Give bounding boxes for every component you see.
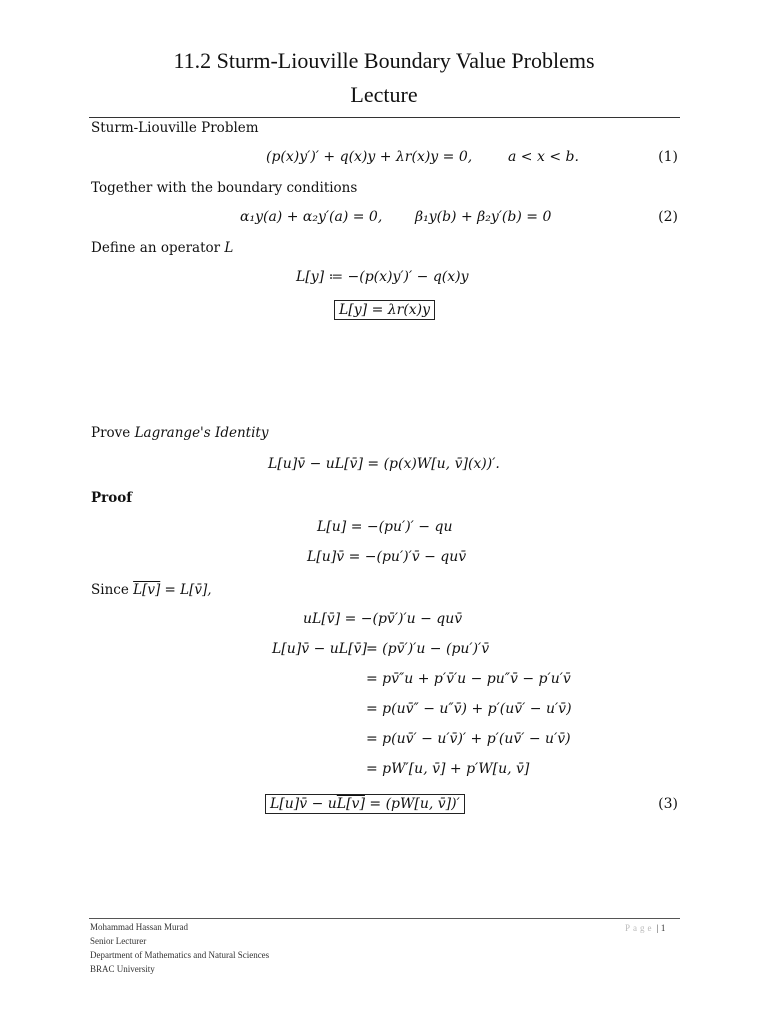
proof-step-1: uL[v̄] = −(pv̄′)′u − quv̄	[303, 611, 463, 627]
final-overline: L[v]	[336, 796, 365, 812]
proof-heading: Proof	[91, 490, 133, 506]
prove-word: Prove	[91, 425, 131, 441]
proof-line-2: L[u]v̄ = −(pu′)′v̄ − quv̄	[307, 549, 467, 565]
equation-1: (p(x)y′)′ + q(x)y + λr(x)y = 0,	[266, 149, 473, 165]
author-university: BRAC University	[90, 964, 155, 974]
operator-definition: L[y] ≔ −(p(x)y′)′ − q(x)y	[296, 269, 469, 285]
equation-1-number: (1)	[658, 149, 678, 165]
boundary-conditions-text: Together with the boundary conditions	[91, 180, 358, 196]
equation-2-number: (2)	[658, 209, 678, 225]
equation-2-left: α₁y(a) + α₂y′(a) = 0,	[240, 209, 383, 225]
proof-step-4: = p(uv̄″ − u″v̄) + p′(uv̄′ − u′v̄)	[366, 701, 572, 717]
sturm-liouville-heading: Sturm-Liouville Problem	[91, 120, 259, 136]
lagrange-identity-name: Lagrange's Identity	[134, 425, 269, 441]
page-title: 11.2 Sturm-Liouville Boundary Value Problems	[173, 48, 595, 73]
final-left: L[u]v̄ − u	[270, 796, 337, 812]
title-rule	[89, 117, 680, 118]
proof-step-2-lhs: L[u]v̄ − uL[v̄]	[272, 641, 367, 657]
page-number-value: 1	[660, 923, 666, 933]
operator-symbol: L	[224, 240, 234, 256]
proof-step-6: = pW′[u, v̄] + p′W[u, v̄]	[366, 761, 530, 777]
final-right: = (pW[u, v̄])′	[364, 796, 460, 812]
conjugate-operator: L[v]	[133, 582, 161, 598]
equation-1-domain: a < x < b.	[508, 149, 579, 165]
lagrange-identity	[268, 456, 500, 472]
since-statement	[91, 582, 212, 598]
proof-line-1: L[u] = −(pu′)′ − qu	[317, 519, 453, 535]
eigenvalue-equation-box: L[y] = λr(x)y	[334, 300, 435, 320]
proof-step-2-rhs: = (pv̄′)′u − (pu′)′v̄	[366, 641, 490, 657]
prove-statement	[91, 425, 268, 441]
since-word: Since	[91, 582, 129, 598]
identity-left: L[u]v̄ − uL[v̄] =	[268, 456, 384, 472]
equation-3-number: (3)	[658, 796, 678, 812]
page-subtitle: Lecture	[350, 82, 418, 107]
author-name: Mohammad Hassan Murad	[90, 922, 188, 932]
since-rhs: = L[v̄],	[160, 582, 212, 598]
author-position: Senior Lecturer	[90, 936, 147, 946]
identity-right: (p(x)W[u, v̄](x))′.	[383, 456, 500, 472]
define-operator-words: Define an operator	[91, 240, 221, 256]
final-result-box	[265, 794, 465, 814]
page-word: Page	[625, 923, 655, 933]
proof-step-5: = p(uv̄′ − u′v̄)′ + p′(uv̄′ − u′v̄)	[366, 731, 571, 747]
page-number	[625, 923, 665, 933]
footer-rule	[89, 918, 680, 919]
equation-2-right: β₁y(b) + β₂y′(b) = 0	[415, 209, 552, 225]
define-operator-text	[91, 240, 233, 256]
author-department: Department of Mathematics and Natural Sciences	[90, 950, 270, 960]
page-separator: |	[654, 923, 661, 933]
proof-step-3: = pv̄″u + p′v̄′u − pu″v̄ − p′u′v̄	[366, 671, 571, 687]
